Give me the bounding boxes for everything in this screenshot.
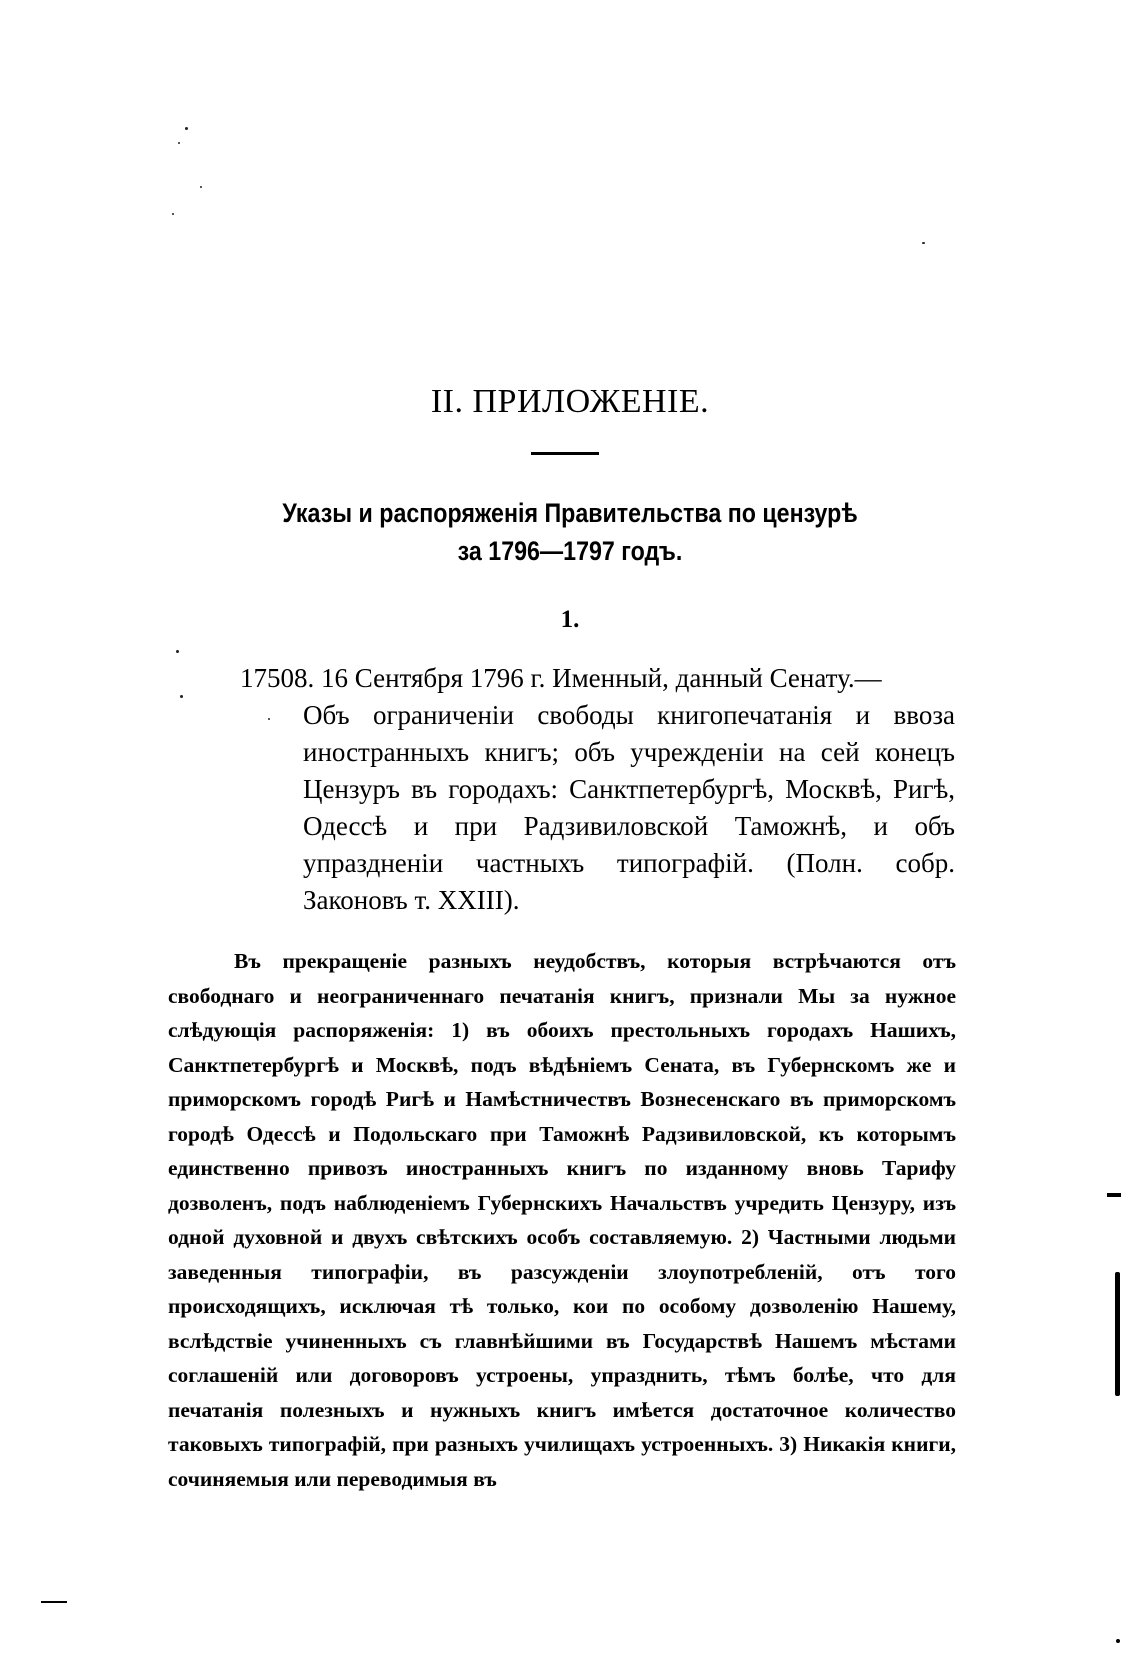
title-rule bbox=[531, 452, 599, 455]
scan-margin-mark bbox=[1107, 1193, 1121, 1197]
subtitle bbox=[80, 494, 1060, 570]
decree-body-text: Въ прекращеніе разныхъ неудобствъ, которыя встрѣчаются отъ свободнаго и неограниченнаго печатанія книгъ, признали Мы за нужное слѣдующія распоряженія: 1) въ обоихъ престольныхъ городахъ Нашихъ, Санктпетербургѣ и Москвѣ, подъ вѣдѣніемъ Сената, въ Губернскомъ же и приморскомъ городѣ Ригѣ и Намѣстничествъ Вознесенскаго въ приморскомъ городѣ Одессѣ и Подольскаго при Таможнѣ Радзивиловской, къ которымъ единственно привозъ иностранныхъ книгъ по изданному вновь Тарифу дозволенъ, подъ наблюденіемъ Губернскихъ Начальствъ учредить Цензуру, изъ одной духовной и двухъ свѣтскихъ особъ составляемую. 2) Частными людьми заведенныя типографіи, въ разсужденіи злоупотребленій, отъ того происходящихъ, исключая тѣ только, кои по особому дозволенію Нашему, вслѣдствіе учиненныхъ съ главнѣйшими въ Государствѣ Нашемъ мѣстами соглашеній или договоровъ устроены, упразднить, тѣмъ болѣе, что для печатанія полезныхъ и нужныхъ книгъ имѣется достаточное количество таковыхъ типографій, при разныхъ училищахъ устроенныхъ. 3) Никакія книги, сочиняемыя или переводимыя въ bbox=[168, 949, 956, 1491]
section-title: II. ПРИЛОЖЕНІЕ. bbox=[430, 383, 710, 420]
scan-speck bbox=[185, 127, 188, 130]
scan-margin-mark bbox=[1115, 1272, 1120, 1396]
decree-heading-summary: Объ ограниченіи свободы книгопечатанія и ввоза иностранныхъ книгъ; объ учрежденіи на сей конецъ Цензуръ въ городахъ: Санктпетербургѣ, Москвѣ, Ригѣ, Одессѣ и при Радзивиловской Таможнѣ, и объ упраздненіи частныхъ типографій. (Полн. собр. Законовъ т. XXIII). bbox=[303, 700, 955, 915]
subtitle-line-2: за 1796—1797 годъ. bbox=[457, 536, 683, 566]
scan-speck bbox=[178, 142, 180, 144]
scan-speck bbox=[268, 718, 270, 720]
scan-margin-mark bbox=[1116, 1639, 1120, 1643]
scan-margin-mark bbox=[41, 1601, 67, 1603]
scan-speck bbox=[200, 186, 202, 188]
scan-speck bbox=[180, 695, 183, 698]
document-number: 1. bbox=[560, 606, 580, 633]
decree-heading bbox=[240, 660, 955, 919]
scan-speck bbox=[922, 242, 925, 244]
scan-speck bbox=[176, 650, 179, 653]
scan-speck bbox=[172, 213, 174, 215]
decree-heading-first-line: 17508. 16 Сентября 1796 г. Именный, данный Сенату.— bbox=[240, 663, 882, 693]
subtitle-line-1: Указы и распоряженія Правительства по цензурѣ bbox=[282, 498, 858, 528]
